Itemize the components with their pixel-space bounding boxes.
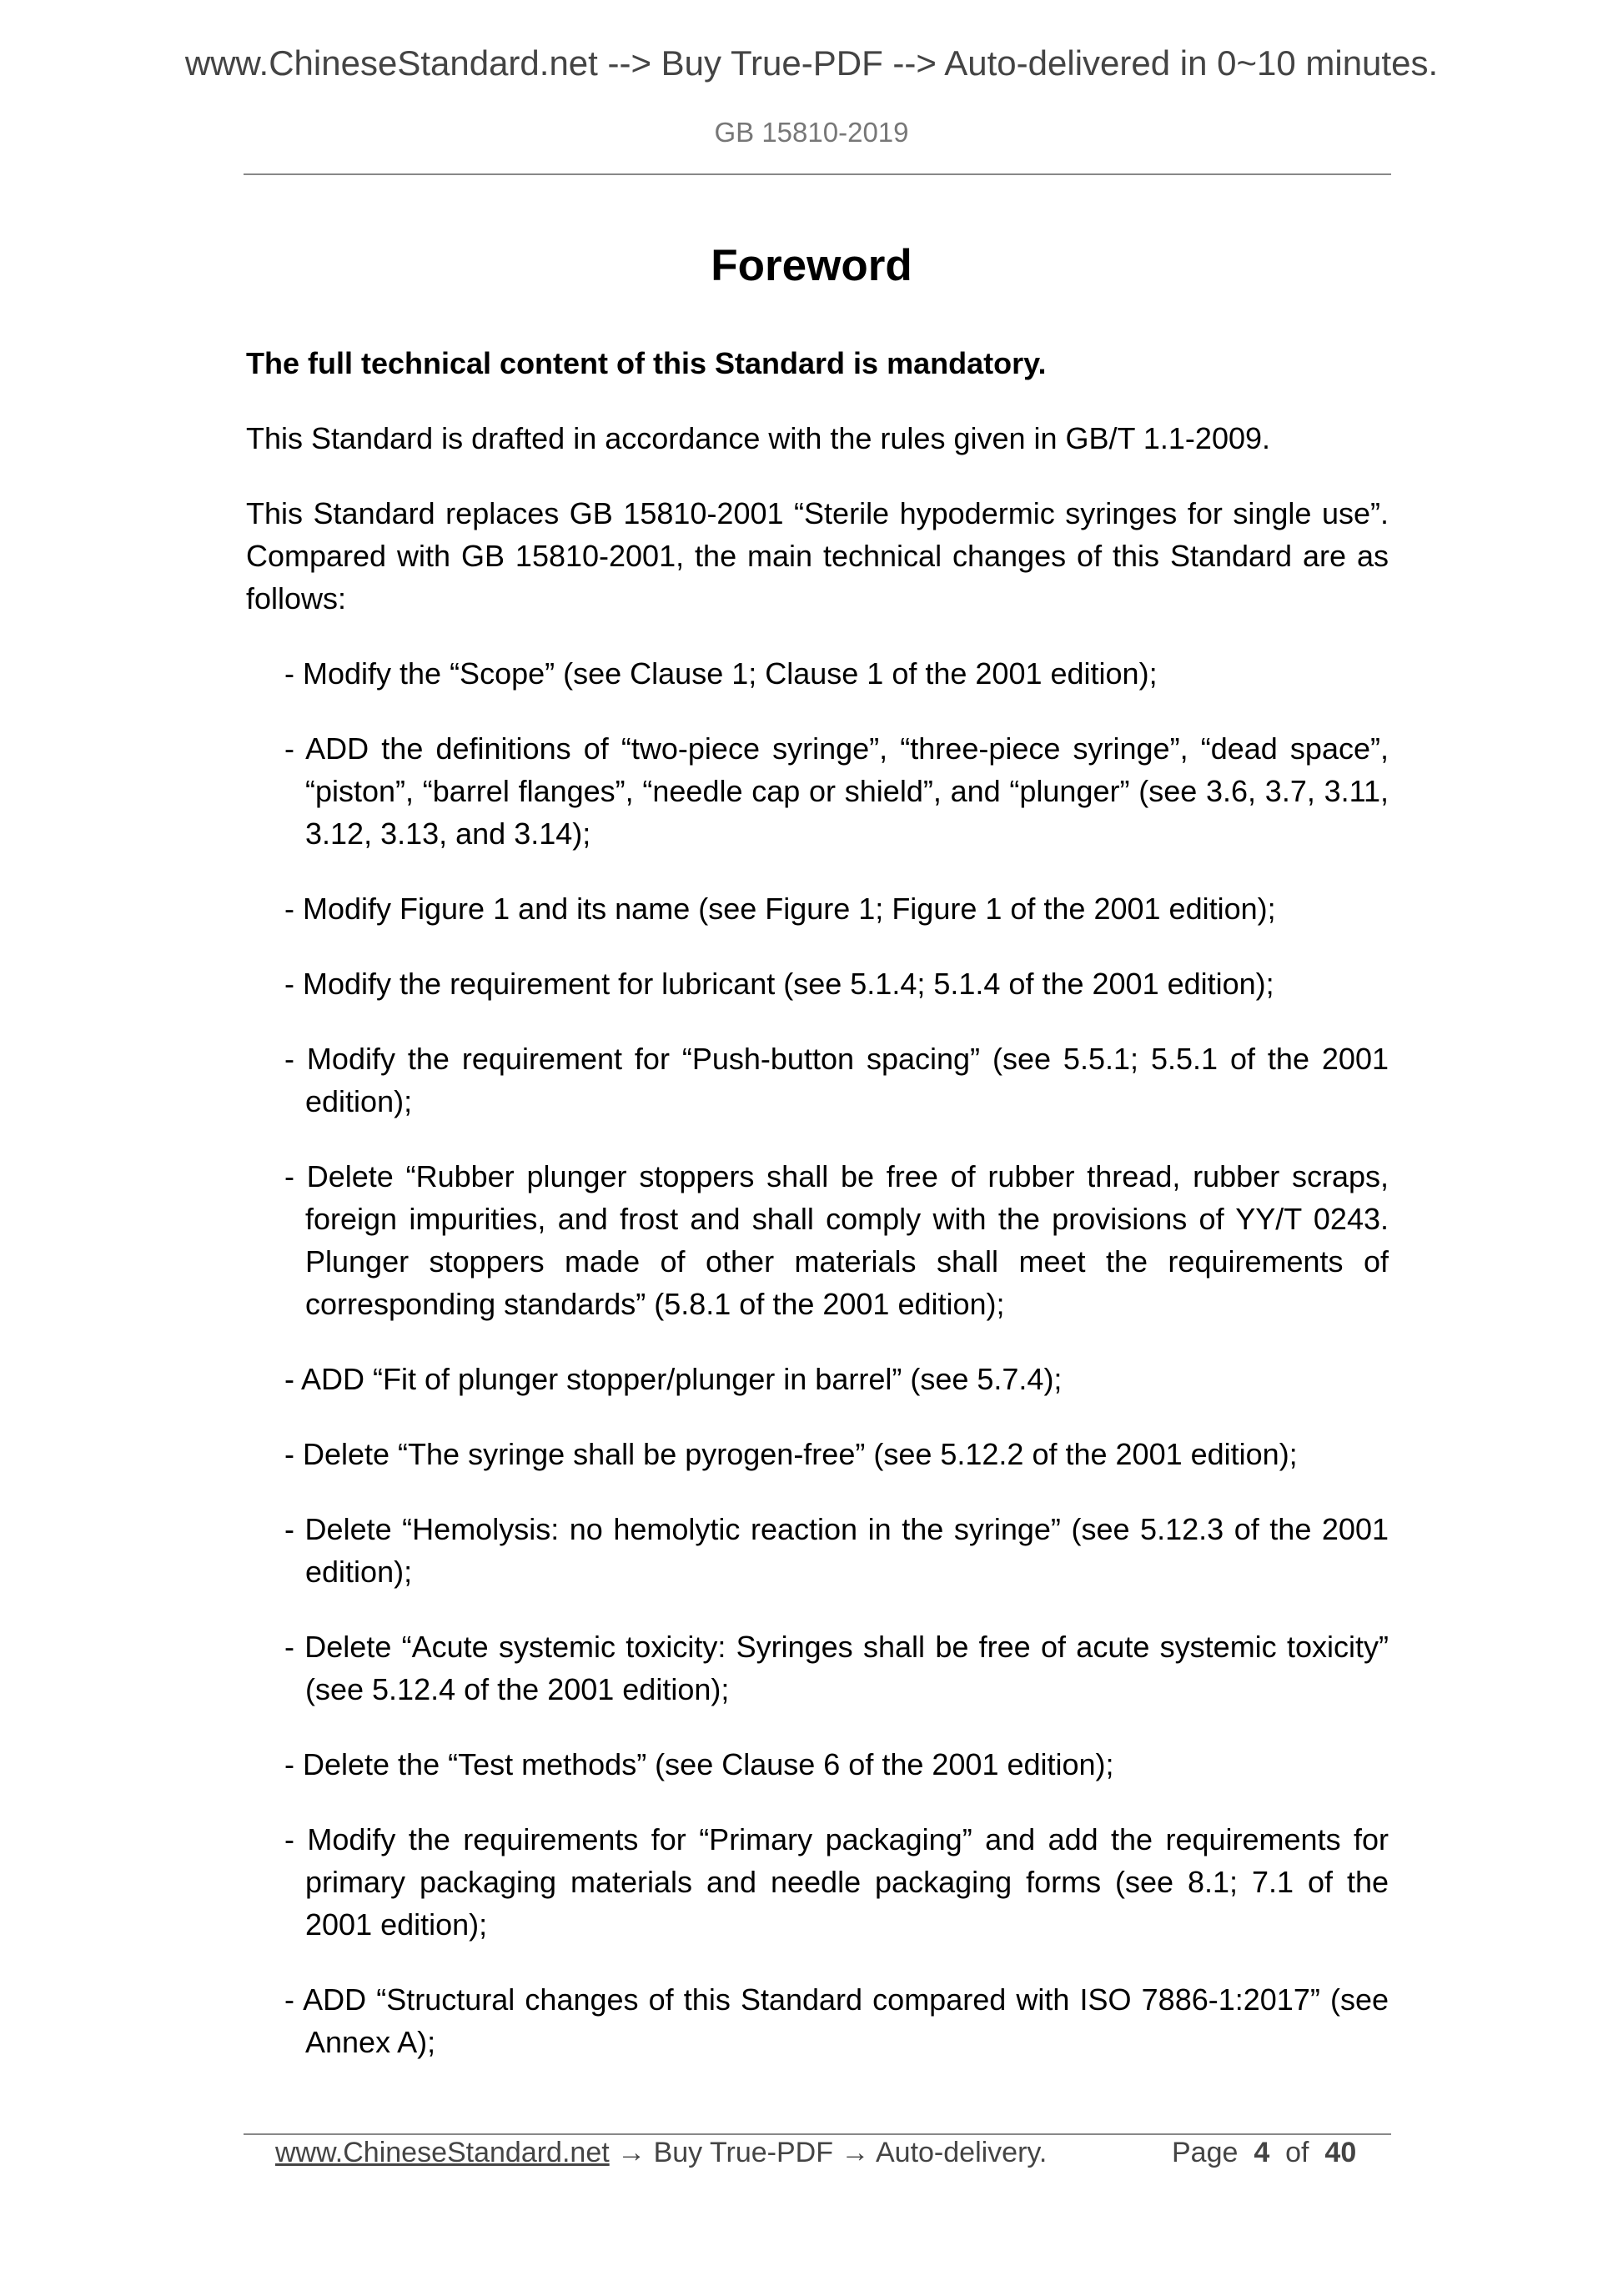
of-label: of [1285, 2137, 1309, 2168]
drafting-statement: This Standard is drafted in accordance with the rules given in GB/T 1.1-2009. [246, 421, 1271, 455]
change-item: - Modify the requirements for “Primary packaging” and add the requirements for primary packaging materials and needle packaging forms (see 8.1; 7.1 of the 2001 edition); [284, 1822, 1389, 1942]
page-total: 40 [1324, 2137, 1357, 2168]
page-current: 4 [1254, 2137, 1270, 2168]
footer-link[interactable]: www.ChineseStandard.net [275, 2137, 610, 2168]
page-indicator [1172, 2137, 1356, 2169]
page-title: Foreword [711, 241, 912, 290]
footer-text: → Buy True-PDF → Auto-delivery. [609, 2137, 1048, 2168]
change-item: - Delete “The syringe shall be pyrogen-free” (see 5.12.2 of the 2001 edition); [284, 1437, 1298, 1471]
header-divider [244, 173, 1391, 175]
change-item: - Delete “Rubber plunger stoppers shall be free of rubber thread, rubber scraps, foreign impurities, and frost and shall comply with the provisions of YY/T 0243. Plunger stoppers made of other materials shall meet the requirements of corresponding standards” (5.8.1 of the 2001 edition); [284, 1159, 1389, 1321]
change-item: - Delete the “Test methods” (see Clause 6 of the 2001 edition); [284, 1747, 1114, 1781]
change-item: - ADD the definitions of “two-piece syringe”, “three-piece syringe”, “dead space”, “piston”, “barrel flanges”, “needle cap or shield”, and “plunger” (see 3.6, 3.7, 3.11, 3.12, 3.13, and 3.14); [284, 731, 1389, 851]
change-item: - Modify the “Scope” (see Clause 1; Clause 1 of the 2001 edition); [284, 656, 1158, 691]
change-item: - Delete “Hemolysis: no hemolytic reaction in the syringe” (see 5.12.3 of the 2001 edition); [284, 1512, 1389, 1589]
change-item: - Modify the requirement for “Push-button spacing” (see 5.5.1; 5.5.1 of the 2001 edition); [284, 1042, 1389, 1118]
change-item: - Modify the requirement for lubricant (see 5.1.4; 5.1.4 of the 2001 edition); [284, 967, 1274, 1001]
footer-divider [244, 2133, 1391, 2135]
change-item: - ADD “Fit of plunger stopper/plunger in barrel” (see 5.7.4); [284, 1362, 1063, 1396]
replacement-statement: This Standard replaces GB 15810-2001 “Sterile hypodermic syringes for single use”. Compared with GB 15810-2001, the main technical changes of this Standard are as follows: [246, 496, 1389, 615]
change-item: - Delete “Acute systemic toxicity: Syringes shall be free of acute systemic toxicity” (see 5.12.4 of the 2001 edition); [284, 1630, 1389, 1706]
page-label: Page [1172, 2137, 1239, 2168]
top-banner: www.ChineseStandard.net --> Buy True-PDF --> Auto-delivered in 0~10 minutes. [184, 43, 1439, 83]
document-code: GB 15810-2019 [714, 117, 909, 148]
change-item: - Modify Figure 1 and its name (see Figure 1; Figure 1 of the 2001 edition); [284, 892, 1276, 926]
mandatory-statement: The full technical content of this Standard is mandatory. [246, 346, 1047, 380]
footer [275, 2137, 1376, 2169]
foreword-body [246, 342, 1389, 2096]
change-item: - ADD “Structural changes of this Standard compared with ISO 7886-1:2017” (see Annex A); [284, 1982, 1389, 2059]
